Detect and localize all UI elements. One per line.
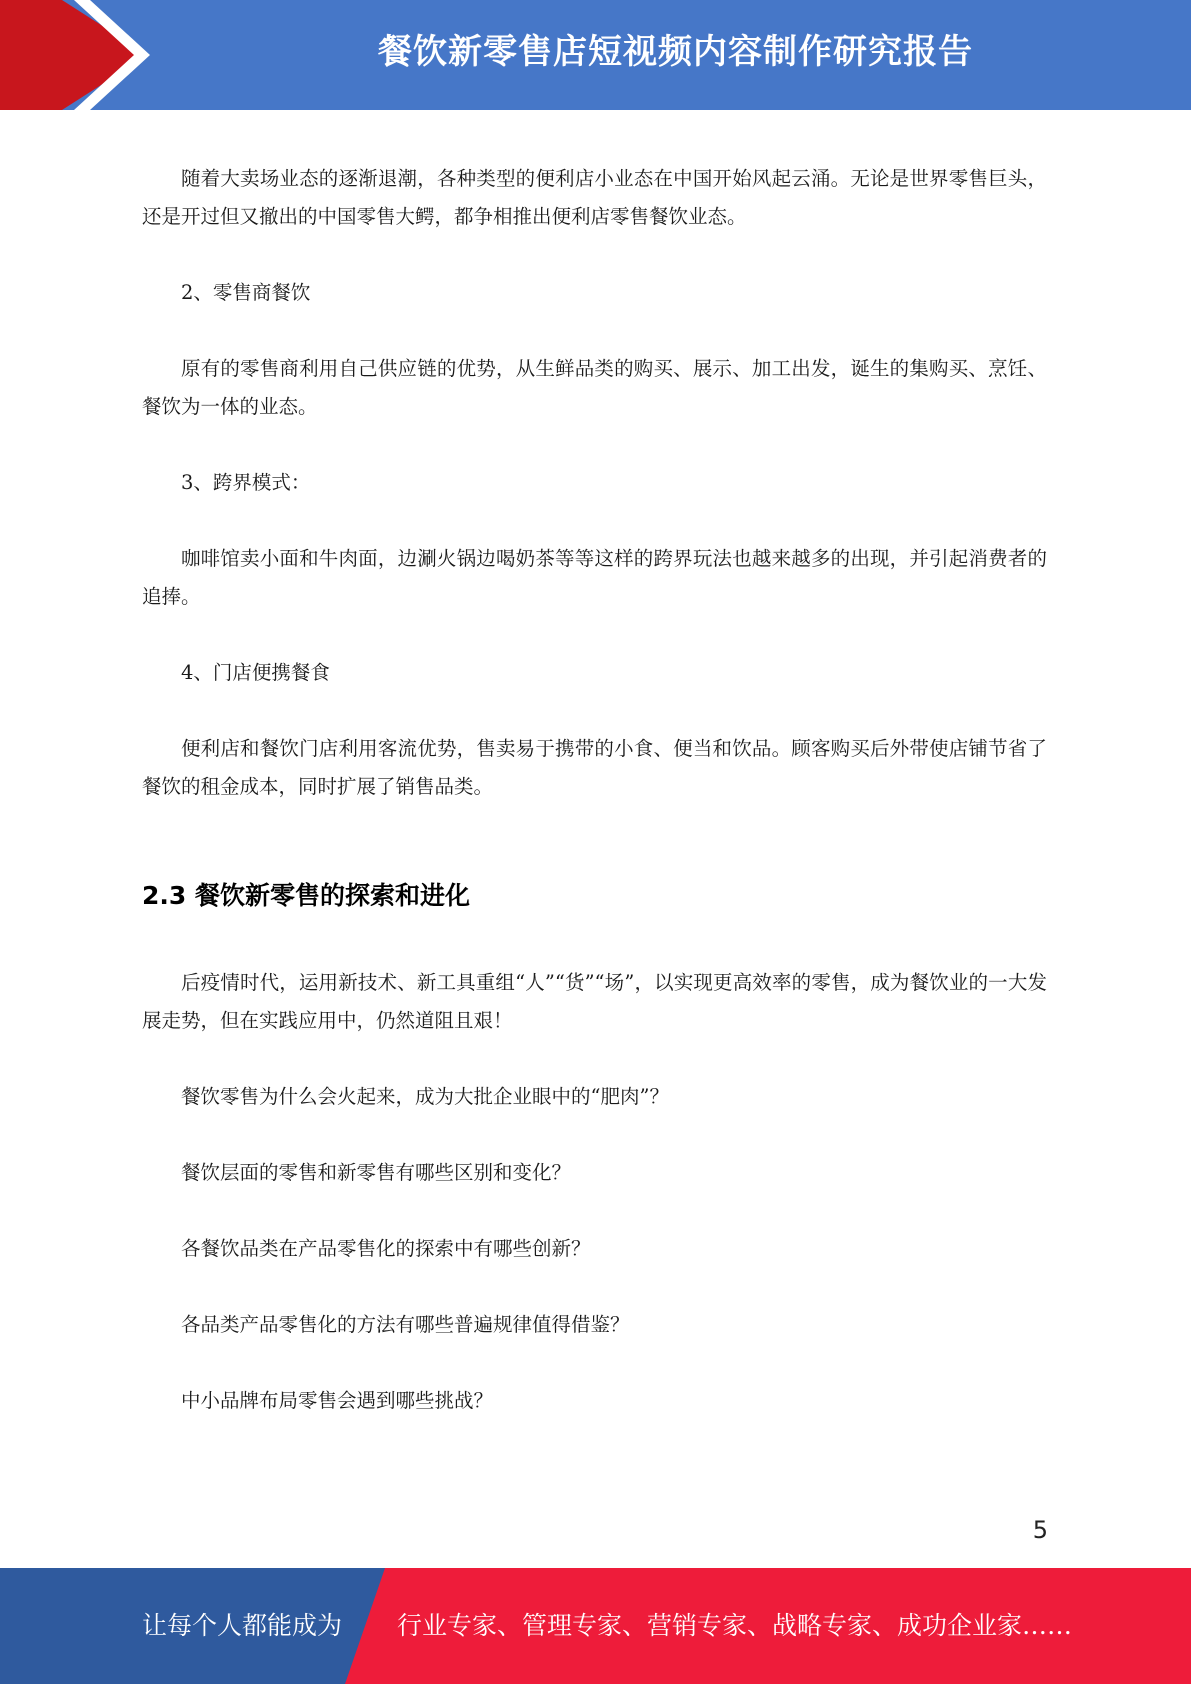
page-content bbox=[142, 160, 1047, 1420]
page-number: 5 bbox=[1032, 1516, 1048, 1544]
question-challenges: 中小品牌布局零售会遇到哪些挑战？ bbox=[181, 1389, 494, 1412]
page-header-banner bbox=[0, 0, 1191, 110]
question-differences: 餐饮层面的零售和新零售有哪些区别和变化？ bbox=[181, 1161, 572, 1184]
paragraph-cross-border: 咖啡馆卖小面和牛肉面，边涮火锅边喝奶茶等等这样的跨界玩法也越来越多的出现，并引起消费者的追捧。 bbox=[142, 547, 1047, 608]
subheading-cross-border: 3、跨界模式： bbox=[181, 471, 311, 494]
subheading-retailer-dining: 2、零售商餐饮 bbox=[181, 281, 311, 304]
section-heading: 2.3 餐饮新零售的探索和进化 bbox=[142, 881, 470, 910]
footer-slogan-left: 让每个人都能成为 bbox=[142, 1611, 343, 1640]
subheading-portable-meals: 4、门店便携餐食 bbox=[181, 661, 330, 684]
question-why-popular: 餐饮零售为什么会火起来，成为大批企业眼中的“肥肉”？ bbox=[181, 1085, 669, 1108]
question-innovations: 各餐饮品类在产品零售化的探索中有哪些创新？ bbox=[181, 1237, 591, 1260]
page-footer-banner bbox=[0, 1568, 1191, 1684]
question-general-rules: 各品类产品零售化的方法有哪些普遍规律值得借鉴？ bbox=[181, 1313, 630, 1336]
paragraph-portable-meals: 便利店和餐饮门店利用客流优势，售卖易于携带的小食、便当和饮品。顾客购买后外带使店铺节省了餐饮的租金成本，同时扩展了销售品类。 bbox=[142, 737, 1047, 798]
paragraph-convenience-stores: 随着大卖场业态的逐渐退潮，各种类型的便利店小业态在中国开始风起云涌。无论是世界零售巨头，还是开过但又撤出的中国零售大鳄，都争相推出便利店零售餐饮业态。 bbox=[142, 167, 1047, 228]
header-red-chevron bbox=[0, 0, 148, 110]
paragraph-post-pandemic: 后疫情时代，运用新技术、新工具重组“人”“货”“场”，以实现更高效率的零售，成为餐饮业的一大发展走势，但在实践应用中，仍然道阻且艰！ bbox=[142, 971, 1047, 1032]
paragraph-retailer-dining: 原有的零售商利用自己供应链的优势，从生鲜品类的购买、展示、加工出发，诞生的集购买、烹饪、餐饮为一体的业态。 bbox=[142, 357, 1047, 418]
footer-slogan-right: 行业专家、管理专家、营销专家、战略专家、成功企业家…… bbox=[397, 1611, 1073, 1640]
document-title: 餐饮新零售店短视频内容制作研究报告 bbox=[378, 32, 973, 72]
